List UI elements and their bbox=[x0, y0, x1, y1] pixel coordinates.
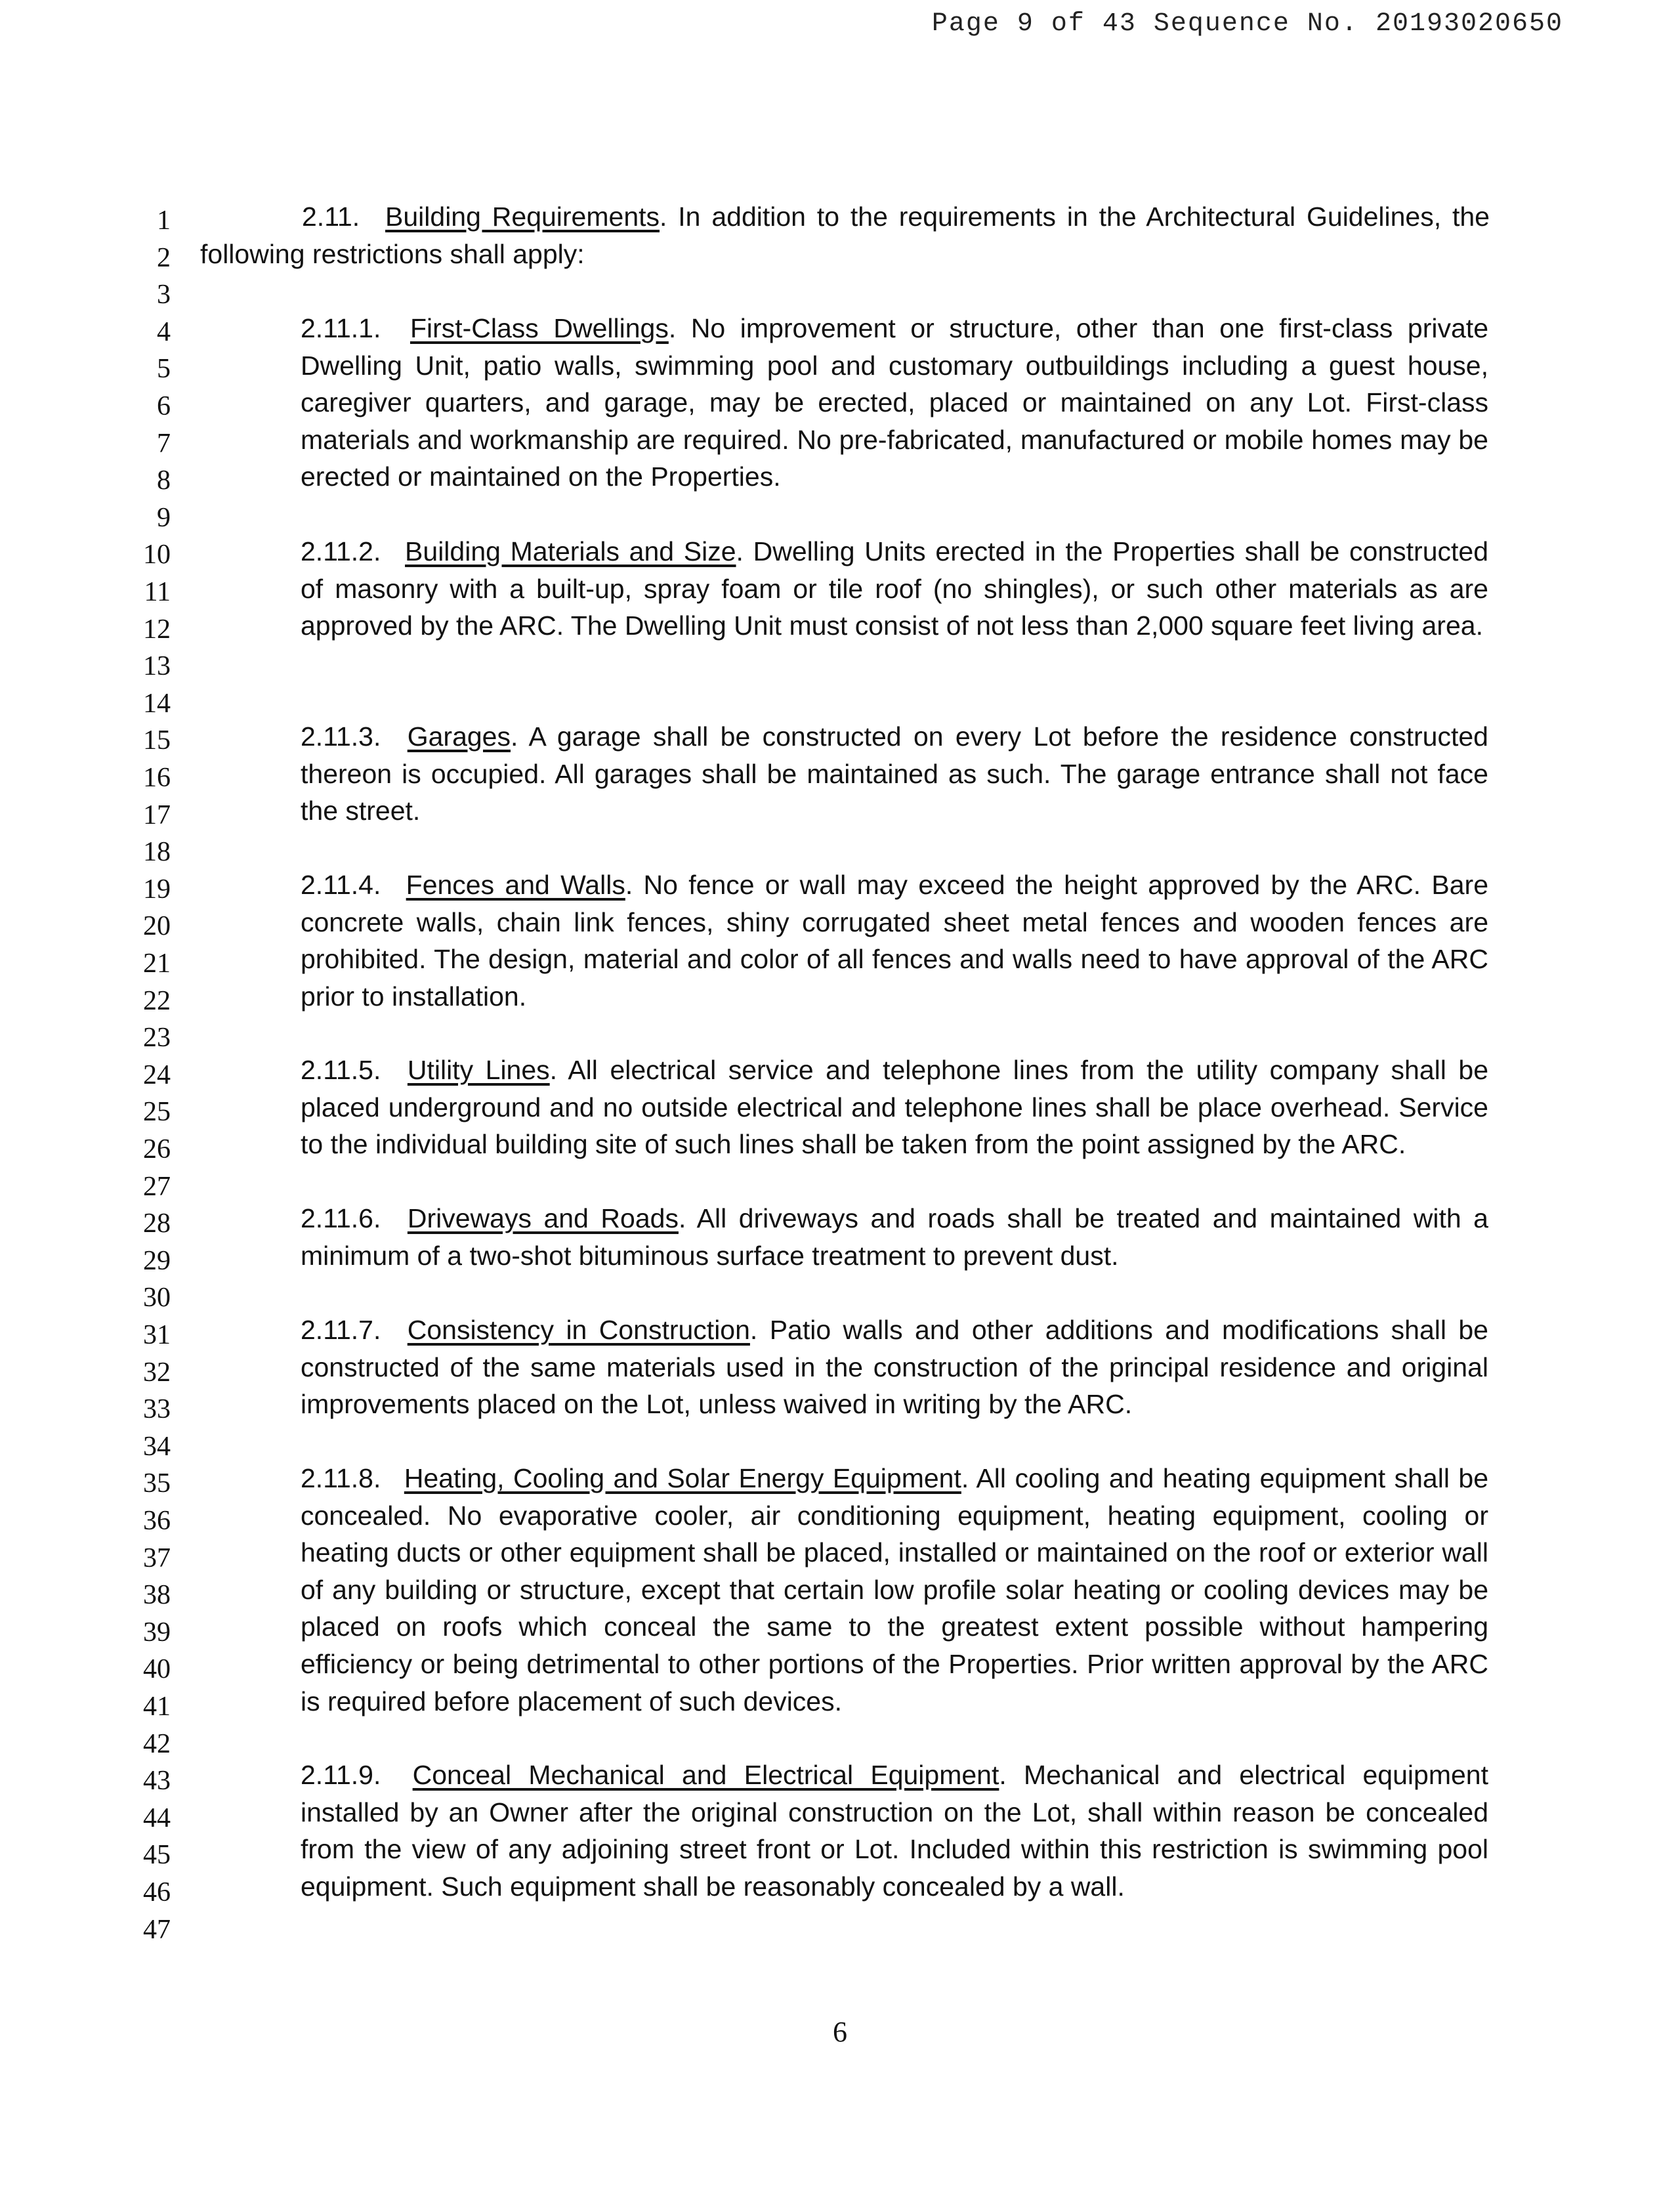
line-number: 24 bbox=[143, 1059, 171, 1090]
section-2-11-8 bbox=[301, 1460, 1488, 1720]
line-number: 22 bbox=[143, 985, 171, 1016]
line-number: 1 bbox=[157, 205, 171, 236]
line-number: 42 bbox=[143, 1728, 171, 1759]
section-number: 2.11.4. bbox=[301, 870, 381, 900]
line-number: 34 bbox=[143, 1431, 171, 1462]
section-number: 2.11.9. bbox=[301, 1760, 381, 1790]
section-title: Building Requirements bbox=[385, 202, 660, 232]
line-number: 45 bbox=[143, 1840, 171, 1871]
line-number: 43 bbox=[143, 1766, 171, 1797]
line-number: 11 bbox=[144, 577, 171, 607]
line-number: 35 bbox=[143, 1468, 171, 1499]
section-number: 2.11.5. bbox=[301, 1055, 381, 1085]
line-number: 32 bbox=[143, 1357, 171, 1388]
section-title: Garages bbox=[407, 721, 511, 752]
line-number: 46 bbox=[143, 1877, 171, 1907]
line-number: 28 bbox=[143, 1208, 171, 1239]
line-number: 26 bbox=[143, 1134, 171, 1164]
line-number: 25 bbox=[143, 1097, 171, 1128]
line-number: 18 bbox=[143, 837, 171, 868]
section-text: . Mechanical and electrical equipment installed by an Owner after the original construction on the Lot, shall within reason be concealed from the view of any adjoining street front or Lot. Included within this restriction is swimming pool equipment. Such equipment shall be reasonably concealed by a wall. bbox=[301, 1760, 1488, 1902]
section-title: Building Materials and Size bbox=[405, 536, 736, 566]
line-number: 36 bbox=[143, 1506, 171, 1536]
section-title: Consistency in Construction bbox=[407, 1315, 750, 1345]
section-title: First-Class Dwellings bbox=[410, 313, 669, 343]
line-number: 37 bbox=[143, 1543, 171, 1573]
section-title: Driveways and Roads bbox=[407, 1203, 679, 1233]
line-number: 44 bbox=[143, 1802, 171, 1833]
page-number: 6 bbox=[833, 2016, 847, 2048]
section-text: . Patio walls and other additions and modifications shall be constructed of the same materials used in the construction of the principal residence and original improvements placed on the Lot, unless waived in writing by the ARC. bbox=[301, 1315, 1488, 1420]
line-number: 4 bbox=[157, 316, 171, 347]
section-number: 2.11.8. bbox=[301, 1463, 381, 1493]
section-2-11 bbox=[200, 198, 1490, 272]
line-number: 17 bbox=[143, 799, 171, 830]
line-number: 2 bbox=[157, 242, 171, 273]
line-number: 3 bbox=[157, 280, 171, 310]
section-text: . No improvement or structure, other than one first-class private Dwelling Unit, patio walls, swimming pool and customary outbuildings including a guest house, caregiver quarters, and garage, may be erected, placed or maintained on any Lot. First-class materials and workmanship are required. No pre-fabricated, manufactured or mobile homes may be erected or maintained on the Properties. bbox=[301, 313, 1488, 492]
line-number: 38 bbox=[143, 1580, 171, 1611]
document-header: Page 9 of 43 Sequence No. 20193020650 bbox=[931, 9, 1563, 39]
line-number: 40 bbox=[143, 1654, 171, 1685]
section-text: . In addition to the requirements in the Architectural Guidelines, the following restrictions shall apply: bbox=[200, 202, 1490, 269]
line-number: 5 bbox=[157, 354, 171, 385]
line-number: 15 bbox=[143, 725, 171, 756]
line-number: 12 bbox=[143, 614, 171, 645]
line-number: 16 bbox=[143, 763, 171, 793]
section-2-11-3 bbox=[301, 718, 1488, 830]
line-number: 19 bbox=[143, 874, 171, 905]
section-number: 2.11.3. bbox=[301, 721, 381, 752]
line-number: 6 bbox=[157, 391, 171, 421]
section-2-11-4 bbox=[301, 866, 1488, 1015]
section-number: 2.11.2. bbox=[301, 536, 381, 566]
section-title: Fences and Walls bbox=[406, 870, 625, 900]
section-text: . All electrical service and telephone lines from the utility company shall be placed underground and no outside electrical and telephone lines shall be place overhead. Service to the individual building site of such lines shall be taken from the point assigned by the ARC. bbox=[301, 1055, 1488, 1160]
line-number: 10 bbox=[143, 540, 171, 570]
line-number: 9 bbox=[157, 502, 171, 533]
line-number: 47 bbox=[143, 1914, 171, 1945]
line-number: 21 bbox=[143, 948, 171, 979]
line-number: 27 bbox=[143, 1171, 171, 1202]
section-number: 2.11. bbox=[302, 202, 360, 232]
section-text: . A garage shall be constructed on every Lot before the residence constructed thereon is occupied. All garages shall be maintained as such. The garage entrance shall not face the street. bbox=[301, 721, 1488, 826]
section-text: . Dwelling Units erected in the Properties shall be constructed of masonry with a built-up, spray foam or tile roof (no shingles), or such other materials as are approved by the ARC. The Dwelling Unit must consist of not less than 2,000 square feet living area. bbox=[301, 536, 1488, 641]
line-number: 14 bbox=[143, 688, 171, 719]
line-number: 41 bbox=[143, 1692, 171, 1722]
line-number: 29 bbox=[143, 1245, 171, 1276]
section-text: . All driveways and roads shall be treated and maintained with a minimum of a two-shot bituminous surface treatment to prevent dust. bbox=[301, 1203, 1488, 1271]
section-number: 2.11.7. bbox=[301, 1315, 381, 1345]
section-2-11-1 bbox=[301, 310, 1488, 496]
section-2-11-5 bbox=[301, 1052, 1488, 1163]
section-text: . All cooling and heating equipment shall be concealed. No evaporative cooler, air conditioning equipment, heating equipment, cooling or heating ducts or other equipment shall be placed, installed or maintained on the roof or exterior wall of any building or structure, except that certain low profile solar heating or cooling devices may be placed on roofs which conceal the same to the greatest extent possible without hampering efficiency or being detrimental to other portions of the Properties. Prior written approval by the ARC is required before placement of such devices. bbox=[301, 1463, 1488, 1716]
line-number: 13 bbox=[143, 651, 171, 682]
section-2-11-9 bbox=[301, 1757, 1488, 1905]
line-number: 20 bbox=[143, 911, 171, 942]
line-number: 7 bbox=[157, 428, 171, 459]
section-2-11-7 bbox=[301, 1311, 1488, 1423]
line-number: 33 bbox=[143, 1394, 171, 1425]
line-number: 23 bbox=[143, 1023, 171, 1054]
line-number: 8 bbox=[157, 465, 171, 496]
line-number: 30 bbox=[143, 1283, 171, 1313]
section-number: 2.11.1. bbox=[301, 313, 381, 343]
section-2-11-2 bbox=[301, 533, 1488, 645]
section-number: 2.11.6. bbox=[301, 1203, 381, 1233]
section-title: Utility Lines bbox=[407, 1055, 550, 1085]
section-title: Conceal Mechanical and Electrical Equipment bbox=[412, 1760, 999, 1790]
line-number: 31 bbox=[143, 1320, 171, 1350]
section-2-11-6 bbox=[301, 1200, 1488, 1274]
line-number: 39 bbox=[143, 1617, 171, 1648]
section-title: Heating, Cooling and Solar Energy Equipment bbox=[404, 1463, 961, 1493]
section-text: . No fence or wall may exceed the height approved by the ARC. Bare concrete walls, chain link fences, shiny corrugated sheet metal fences and wooden fences are prohibited. The design, material and color of all fences and walls need to have approval of the ARC prior to installation. bbox=[301, 870, 1488, 1012]
